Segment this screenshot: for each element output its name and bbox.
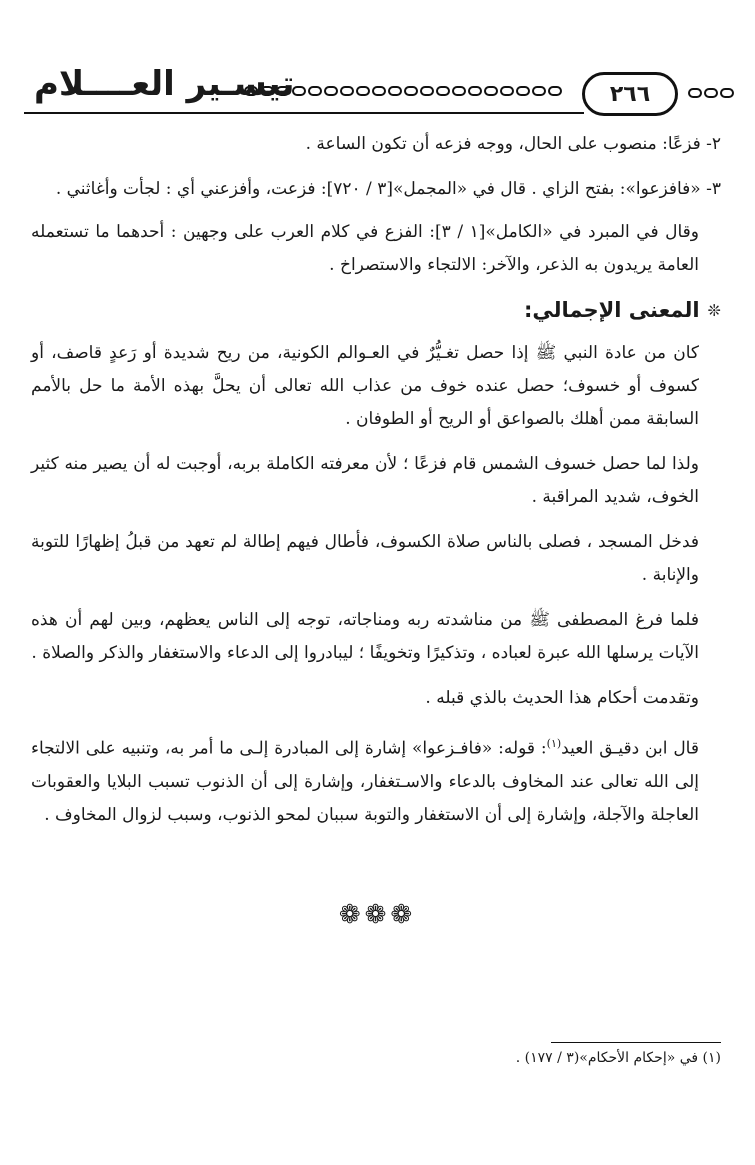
paragraph-2: ولذا لما حصل خسوف الشمس قام فزعًا ؛ لأن معرفته الكاملة بربه، أوجبت له أن يصير منه كثير الخوف، شديد المراقبة . [31,454,699,507]
page-number: ٢٦٦ [609,81,651,107]
section-title: المعنى الإجمالي: [523,298,700,322]
flower-ornament: ❁❁❁ [338,900,417,930]
note-item-3: ٣- «فافزعوا»: بفتح الزاي . قال في «المجمل»[٣ / ٧٢٠]: فزعت، وأفزعني أي : لجأت وأغاثني . [55,179,721,199]
footnote-rule [551,1042,721,1043]
footnote-ref: (١) [546,737,562,750]
paragraph-6-start: قال ابن دقيـق العيد [561,738,699,759]
paragraph-3: فدخل المسجد ، فصلى بالناس صلاة الكسوف، فأطال فيهم إطالة لم تعهد من قبلُ إظهارًا للتوبة والإنابة . [31,532,699,585]
paragraph-1: كان من عادة النبي ﷺ إذا حصل تغـيُّرٌ في العـوالم الكونية، من ريح شديدة أو رَعدٍ قاصف، أو كسوف أو خسوف؛ حصل عنده خوف من عذاب الله تعالى أن يحلَّ بهذه الأمة ما حل بالأمم السابقة ممن أهلك بالصواعق أو الريح أو الطوفان . [31,343,699,429]
chain-ornament-right [686,88,734,102]
section-heading [31,294,721,327]
star-icon: ❊ [707,301,721,320]
paragraph-6 [31,727,721,832]
paragraph-4: فلما فرغ المصطفى ﷺ من مناشدته ربه ومناجاته، توجه إلى الناس يعظهم، وبين لهم أن هذه الآيات يرسلها الله عبرة لعباده ، وتذكيرًا وتخويفًا ؛ ليبادروا إلى الدعاء والاستغفار والذكر والصلاة . [31,610,699,663]
footnote: (١) في «إحكام الأحكام»(٣ / ١٧٧) . [515,1050,721,1066]
paragraph-6-rest: : قوله: «فافـزعوا» إشارة إلى المبادرة إلـى ما أمر به، وتنبيه على الالتجاء إلى الله تعالى عند المخاوف بالدعاء والاسـتغفار، وإشارة إلى أن الذنوب تسبب البلايا والعقوبات العاجلة والآجلة، وإشارة إلى أن الاستغفار والتوبة سببان لمحو الذنوب، وسبب لزوال المخاوف . [31,738,699,825]
book-title: تيسـير العــــلام [34,64,295,104]
header-rule [24,112,584,114]
page-header [24,62,734,122]
note-mubarrad: وقال في المبرد في «الكامل»[١ / ٣]: الفزع في كلام العرب على وجهين : أحدهما ما تستعمله العامة يريدون به الذعر، والآخر: الالتجاء والاستصراخ . [31,222,699,275]
note-item-2: ٢- فزعًا: منصوب على الحال، ووجه فزعه أن تكون الساعة . [305,134,721,154]
page-number-badge [582,72,678,116]
paragraph-5: وتقدمت أحكام هذا الحديث بالذي قبله . [425,688,699,708]
page-body [31,128,721,844]
